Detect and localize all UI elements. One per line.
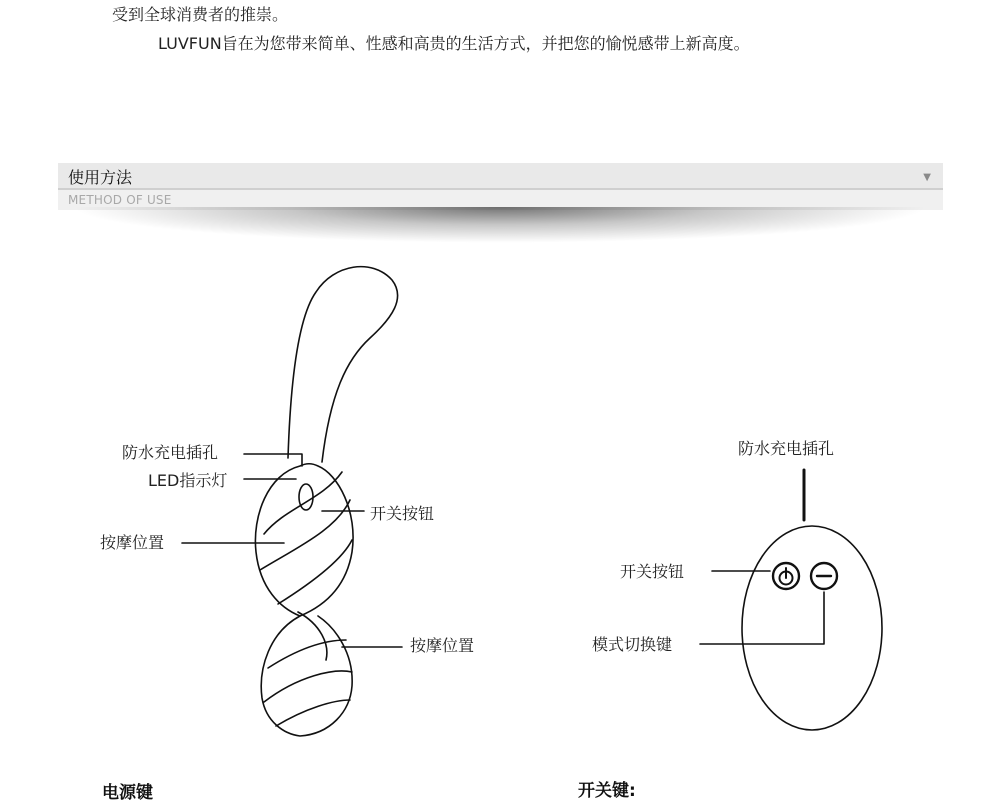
bottom-label-right: 开关键:	[578, 781, 636, 801]
remote-body	[742, 526, 882, 730]
device-lower-bulb	[261, 616, 352, 736]
label-led: LED指示灯	[148, 471, 228, 490]
section-title: 使用方法	[68, 168, 133, 187]
intro-text-line-1: 受到全球消费者的推崇。	[112, 5, 289, 24]
swirl-line	[278, 540, 352, 604]
label-remote-charge-port: 防水充电插孔	[738, 439, 835, 458]
device-arm	[288, 267, 398, 462]
bottom-label-left: 电源键	[102, 783, 153, 803]
label-remote-power-button: 开关按钮	[620, 562, 685, 581]
label-power-button: 开关按钮	[370, 504, 435, 523]
swirl-line	[264, 671, 352, 702]
leader-charge-port	[244, 454, 302, 466]
label-charge-port: 防水充电插孔	[122, 443, 219, 462]
device-upper-bulb	[255, 464, 353, 616]
intro-text-line-2: LUVFUN旨在为您带来简单、性感和高贵的生活方式，并把您的愉悦感带上新高度。	[158, 34, 750, 53]
swirl-line	[276, 700, 350, 726]
collapse-triangle-icon[interactable]: ▼	[923, 172, 931, 183]
swirl-line	[268, 640, 346, 668]
label-massage-lower: 按摩位置	[410, 636, 475, 655]
leader-remote-mode	[700, 592, 824, 644]
led-indicator	[299, 484, 313, 510]
section-subtitle: METHOD OF USE	[68, 193, 172, 207]
label-massage-upper: 按摩位置	[100, 533, 165, 552]
label-remote-mode-switch: 模式切换键	[592, 635, 673, 654]
